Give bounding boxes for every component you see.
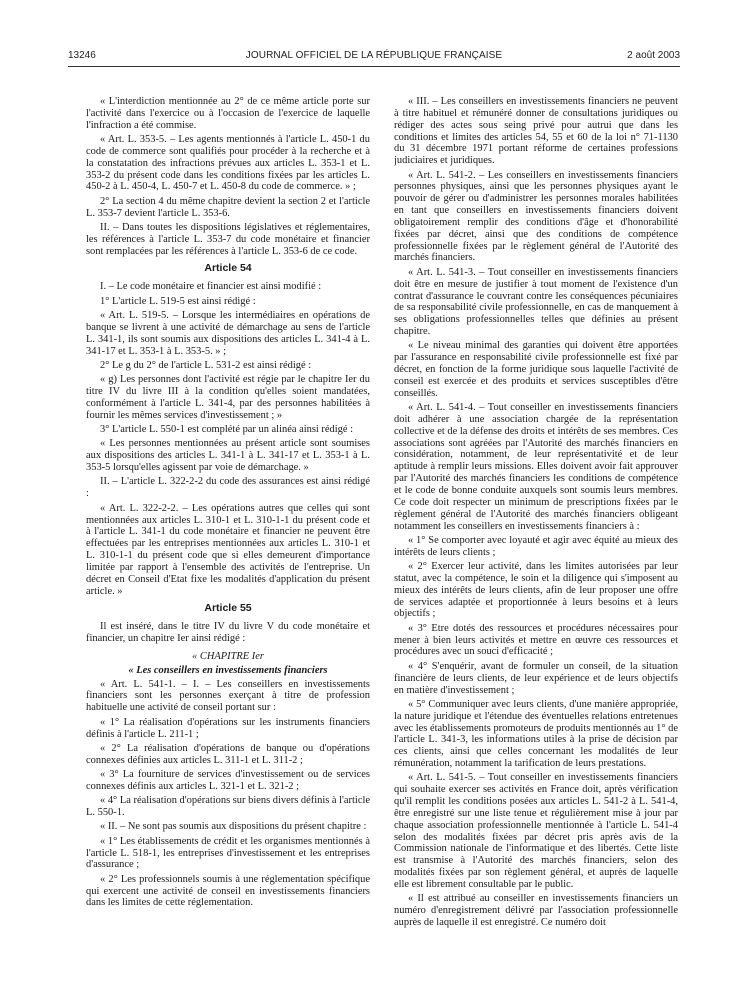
paragraph: II. – L'article L. 322-2-2 du code des assurances est ainsi rédigé : bbox=[86, 476, 370, 500]
chapter-heading: « CHAPITRE Ier bbox=[192, 650, 264, 662]
paragraph: « Les personnes mentionnées au présent article sont soumises aux dispositions des articles L. 341-1 à L. 341-17 et L. 353-1 à L. 353-5 lorsqu'elles agissent par voie de démarchage. » bbox=[86, 438, 370, 474]
paragraph: « 1° Les établissements de crédit et les organismes mentionnés à l'article L. 518-1, les entreprises d'investissement et les entreprises d'assurance ; bbox=[86, 835, 370, 871]
paragraph: « Art. L. 541-4. – Tout conseiller en investissements financiers doit adhérer à une association chargée de la représentation collective et de la défense des droits et intérêts de ses membres. Ces associations sont agréées par l'Autorité des marchés financiers en considération, notamment, de leur représentativité et de leur aptitude à remplir leurs missions. Elles doivent avoir fait approuver par l'Autorité des marchés financiers les conditions de compétence et le code de bonne conduite auxquels sont soumis leurs membres. Ce code doit respecter un minimum de prescriptions fixées par le règlement général de l'Autorité des marchés financiers obligeant notamment les conseillers en investissements financiers à : bbox=[394, 402, 678, 532]
article-heading: Article 54 bbox=[204, 262, 252, 275]
publication-date: 2 août 2003 bbox=[627, 50, 680, 61]
paragraph: « Art. L. 541-1. – I. – Les conseillers en investissements financiers sont les personnes exerçant à titre de profession habituelle une activité de conseil portant sur : bbox=[86, 678, 370, 714]
paragraph: « 3° La fourniture de services d'investissement ou de services connexes définis aux articles L. 321-1 et L. 321-2 ; bbox=[86, 769, 370, 792]
paragraph: « Art. L. 322-2-2. – Les opérations autres que celles qui sont mentionnées aux articles L. 310-1 et L. 310-1-1 du présent code et à l'article L. 341-1 du code monétaire et financier ne peuvent être effectuées par les entreprises mentionnées aux articles L. 310-1 et L. 310-1-1 du présent code que si elles demeurent d'importance limitée par rapport à l'ensemble des activités de l'entreprise. Un décret en Conseil d'Etat fixe les modalités d'application du présent article. » bbox=[86, 502, 370, 597]
paragraph: 3° L'article L. 550-1 est complété par un alinéa ainsi rédigé : bbox=[100, 424, 353, 436]
paragraph: « 1° La réalisation d'opérations sur les instruments financiers définis à l'article L. 211-1 ; bbox=[86, 716, 370, 740]
paragraph: 2° Le g du 2° de l'article L. 531-2 est ainsi rédigé : bbox=[100, 359, 312, 371]
paragraph: I. – Le code monétaire et financier est ainsi modifié : bbox=[100, 281, 322, 293]
paragraph: « Il est attribué au conseiller en investissements financiers un numéro d'enregistrement délivré par l'association professionnelle auprès de laquelle il est enregistré. Ce numéro doit bbox=[394, 893, 678, 929]
page-header bbox=[68, 50, 680, 66]
header-rule bbox=[68, 66, 680, 67]
paragraph: « III. – Les conseillers en investissements financiers ne peuvent à titre habituel et rémunéré donner de consultations juridiques ou rédiger des actes sous seing privé pour autrui que dans les conditions et limites des articles 54, 55 et 60 de la loi n° 71-1130 du 31 décembre 1971 portant réforme de certaines professions judiciaires et juridiques. bbox=[394, 96, 678, 167]
paragraph: Il est inséré, dans le titre IV du livre V du code monétaire et financier, un chapitre Ier ainsi rédigé : bbox=[86, 621, 370, 645]
paragraph: « II. – Ne sont pas soumis aux dispositions du présent chapitre : bbox=[100, 821, 367, 833]
paragraph: « 3° Etre dotés des ressources et procédures nécessaires pour mener à bien leurs activités et mettre en œuvre ces ressources et procédures avec un souci d'efficacité ; bbox=[394, 622, 678, 658]
journal-title: JOURNAL OFFICIEL DE LA RÉPUBLIQUE FRANÇAISE bbox=[245, 50, 503, 61]
paragraph: 1° L'article L. 519-5 est ainsi rédigé : bbox=[100, 295, 256, 307]
paragraph: 2° La section 4 du même chapitre devient la section 2 et l'article L. 353-7 devient l'article L. 353-6. bbox=[86, 195, 370, 219]
chapter-title: « Les conseillers en investissements financiers bbox=[128, 664, 328, 676]
paragraph: « Art. L. 541-5. – Tout conseiller en investissements financiers qui souhaite exercer ses activités en France doit, après vérification qu'il remplit les conditions posées aux articles L. 541-2 à L. 541-4, être enregistré sur une liste tenue et régulièrement mise à jour par chaque association professionnelle mentionnée à l'article L. 541-4 selon des modalités fixées par décret pris après avis de la Commission nationale de l'informatique et des libertés. Cette liste est transmise à l'Autorité des marchés financiers, selon des modalités fixées par son règlement général, et auprès de laquelle elle est librement consultable par le public. bbox=[394, 772, 678, 890]
paragraph: « Art. L. 541-3. – Tout conseiller en investissements financiers doit être en mesure de justifier à tout moment de l'existence d'un contrat d'assurance le couvrant contre les conséquences pécuniaires de sa responsabilité civile professionnelle, en cas de manquement à ses obligations professionnelles telles que définies au présent chapitre. bbox=[394, 266, 678, 338]
paragraph: II. – Dans toutes les dispositions législatives et réglementaires, les références à l'article L. 353-7 du code monétaire et financier sont remplacées par les références à l'article L. 353-6 de ce code. bbox=[86, 221, 370, 257]
paragraph: « 1° Se comporter avec loyauté et agir avec équité au mieux des intérêts de leurs clients ; bbox=[394, 534, 678, 558]
paragraph: « Art. L. 353-5. – Les agents mentionnés à l'article L. 450-1 du code de commerce sont qualifiés pour procéder à la recherche et à la constatation des infractions prévues aux articles L. 353-1 et L. 353-2 du présent code dans les conditions fixées par les articles L. 450-2 à L. 450-4, L. 450-7 et L. 450-8 du code de commerce. » ; bbox=[86, 134, 370, 193]
paragraph: « Le niveau minimal des garanties qui doivent être apportées par l'assurance en responsabilité civile professionnelle est fixé par décret, en fonction de la forme juridique sous laquelle l'activité de conseil est exercée et des produits et services susceptibles d'être conseillés. bbox=[394, 340, 678, 399]
paragraph: « g) Les personnes dont l'activité est régie par le chapitre Ier du titre IV du livre III à la condition qu'elles soient mandatées, conformément à l'article L. 341-4, par des personnes habilitées à fournir les mêmes services d'investissement ; » bbox=[86, 374, 370, 421]
paragraph: « L'interdiction mentionnée au 2° de ce même article porte sur l'activité dans l'exercice ou à l'occasion de l'exercice de laquelle l'infraction a été commise. bbox=[86, 96, 370, 131]
paragraph: « 4° La réalisation d'opérations sur biens divers définis à l'article L. 550-1. bbox=[86, 795, 370, 819]
article-heading: Article 55 bbox=[204, 602, 252, 615]
paragraph: « Art. L. 519-5. – Lorsque les intermédiaires en opérations de banque se livrent à une activité de démarchage au sens de l'article L. 341-1, ils sont soumis aux dispositions des articles L. 341-4 à L. 341-17 et L. 353-1 à L. 353-5. » ; bbox=[86, 310, 370, 357]
paragraph: « 2° Les professionnels soumis à une réglementation spécifique qui exercent une activité de conseil en investissements financiers dans les limites de cette réglementation. bbox=[86, 873, 370, 909]
paragraph: « 2° La réalisation d'opérations de banque ou d'opérations connexes définies aux articles L. 311-1 et L. 311-2 ; bbox=[86, 742, 370, 766]
right-column bbox=[394, 96, 678, 966]
paragraph: « 2° Exercer leur activité, dans les limites autorisées par leur statut, avec la compétence, le soin et la diligence qui s'imposent au mieux des intérêts de leurs clients, afin de leur proposer une offre de services adaptée et proportionnée à leurs besoins et à leurs objectifs ; bbox=[394, 561, 678, 620]
paragraph: « 5° Communiquer avec leurs clients, d'une manière appropriée, la nature juridique et l'étendue des éventuelles relations entretenues avec les établissements promoteurs de produits mentionnés au 1° de l'article L. 341-3, les informations utiles à la prise de décision par ces clients, ainsi que celles concernant les modalités de leur rémunération, notamment la tarification de leurs prestations. bbox=[394, 698, 678, 770]
page-number: 13246 bbox=[68, 50, 96, 61]
paragraph: « 4° S'enquérir, avant de formuler un conseil, de la situation financière de leurs clients, de leur expérience et de leurs objectifs en matière d'investissement ; bbox=[394, 660, 678, 696]
left-column bbox=[86, 96, 370, 966]
paragraph: « Art. L. 541-2. – Les conseillers en investissements financiers personnes physiques, ainsi que les personnes physiques ayant le pouvoir de gérer ou d'administrer les personnes morales habilitées en tant que conseillers en investissements financiers doivent obligatoirement remplir des conditions d'âge et d'honorabilité fixées par décret, ainsi que des conditions de compétence professionnelle fixées par le règlement général de l'Autorité des marchés financiers. bbox=[394, 169, 678, 264]
